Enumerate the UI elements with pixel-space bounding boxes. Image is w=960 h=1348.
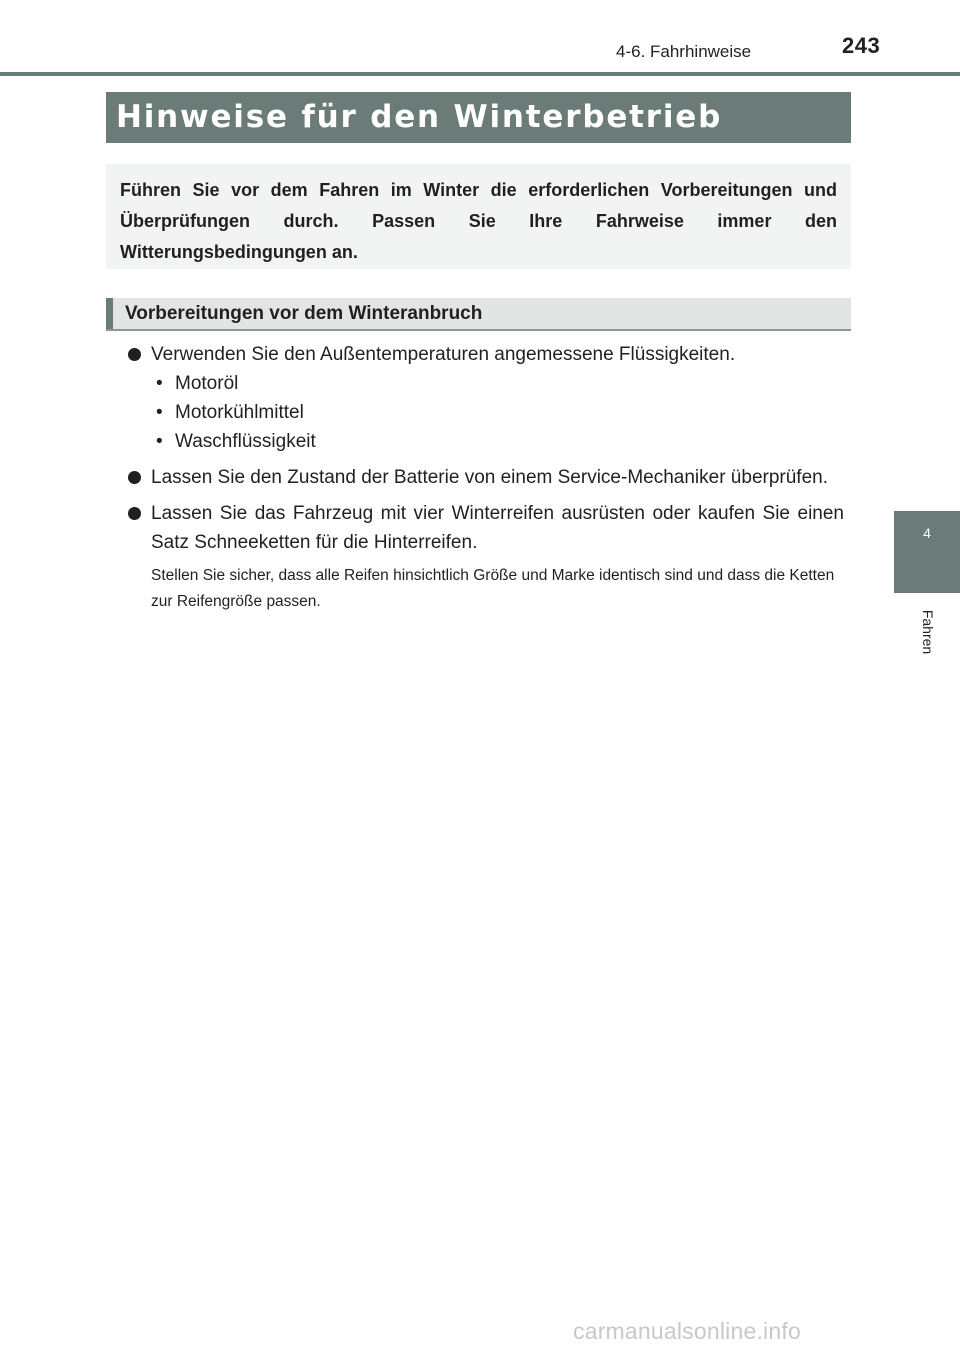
list-item-text: Lassen Sie den Zustand der Batterie von einem Service-Mechaniker überprüfen. xyxy=(151,467,828,488)
section-heading: Vorbereitungen vor dem Winteranbruch xyxy=(125,303,483,324)
section-accent xyxy=(106,298,113,329)
list-item xyxy=(126,340,844,456)
list-item-text: Verwenden Sie den Außentemperaturen angemessene Flüssigkeiten. xyxy=(151,344,736,365)
sublist-item xyxy=(155,398,844,427)
watermark: carmanualsonline.info xyxy=(573,1318,801,1344)
small-bullet-icon: • xyxy=(156,373,163,394)
sublist xyxy=(151,369,844,456)
section-heading-bar xyxy=(106,298,851,331)
page-number: 243 xyxy=(842,33,881,58)
running-header-section: 4-6. Fahrhinweise xyxy=(616,42,752,61)
bullet-icon xyxy=(128,507,141,520)
bullet-icon xyxy=(128,471,141,484)
bullet-icon xyxy=(128,348,141,361)
intro-box xyxy=(106,164,851,269)
section-content xyxy=(126,340,844,615)
chapter-number: 4 xyxy=(923,525,931,541)
sublist-item-text: Motoröl xyxy=(175,373,239,394)
small-bullet-icon: • xyxy=(156,402,163,423)
header-divider xyxy=(0,72,960,76)
intro-text: Führen Sie vor dem Fahren im Winter die erforderlichen Vorbereitungen und Überprüfungen durch. Passen Sie Ihre Fahrweise immer den Witterungsbedingungen an. xyxy=(120,180,837,262)
sublist-item-text: Motorkühlmittel xyxy=(175,402,304,423)
page-title: Hinweise für den Winterbetrieb xyxy=(106,92,851,143)
sublist-item xyxy=(155,369,844,398)
chapter-tab xyxy=(894,511,960,593)
chapter-label: Fahren xyxy=(920,609,936,655)
small-bullet-icon: • xyxy=(156,431,163,452)
list-item-text: Lassen Sie das Fahrzeug mit vier Winterreifen ausrüsten oder kaufen Sie einen Satz Schneeketten für die Hinterreifen. xyxy=(151,503,844,553)
sublist-item-text: Waschflüssigkeit xyxy=(175,431,316,452)
list-item xyxy=(126,463,844,492)
sublist-item xyxy=(155,427,844,456)
list-item xyxy=(126,499,844,557)
note-text: Stellen Sie sicher, dass alle Reifen hinsichtlich Größe und Marke identisch sind und dass die Ketten zur Reifengröße passen. xyxy=(151,567,835,610)
